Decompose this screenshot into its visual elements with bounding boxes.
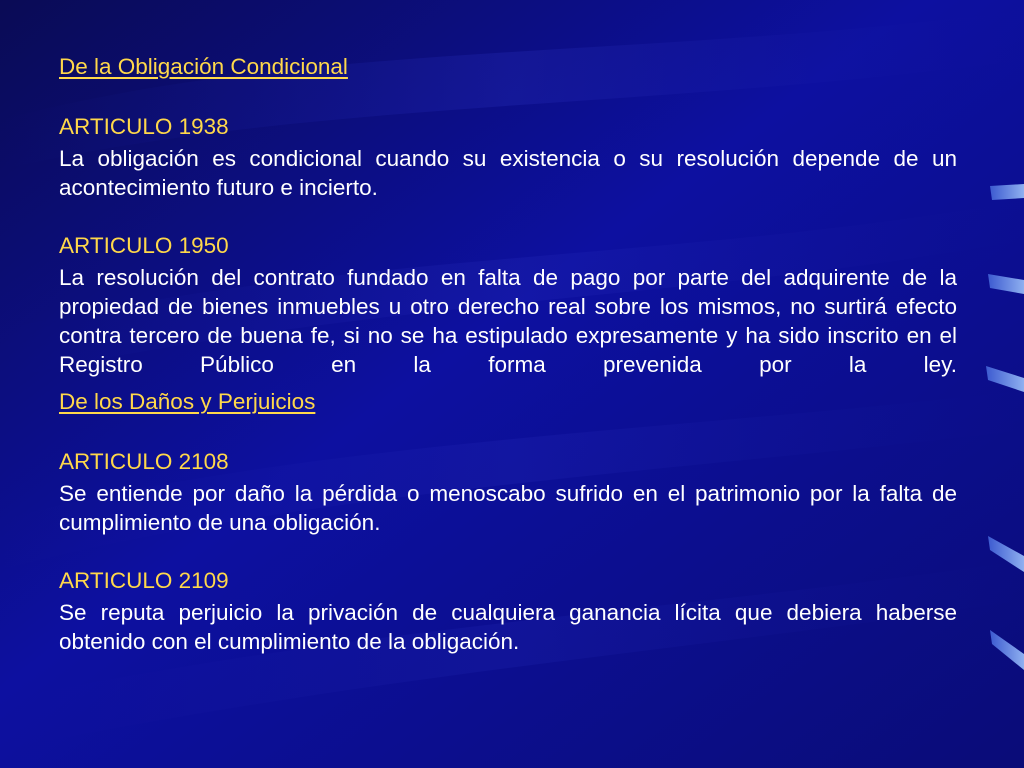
article-title: ARTICULO 1938: [59, 114, 229, 139]
section-heading-danos-perjuicios: De los Daños y Perjuicios: [59, 389, 316, 414]
article-title: ARTICULO 1950: [59, 233, 229, 258]
article-2109: [59, 566, 957, 656]
article-body: Se reputa perjuicio la privación de cualquiera ganancia lícita que debiera haberse obtenido con el cumplimiento de la obligación.: [59, 600, 957, 654]
slide-content: [59, 52, 957, 656]
article-title: ARTICULO 2108: [59, 449, 229, 474]
section-heading-obligacion-condicional: De la Obligación Condicional: [59, 54, 348, 79]
article-2108: [59, 447, 957, 537]
article-title: ARTICULO 2109: [59, 568, 229, 593]
article-body: Se entiende por daño la pérdida o menoscabo sufrido en el patrimonio por la falta de cumplimiento de una obligación.: [59, 481, 957, 535]
article-body: La resolución del contrato fundado en falta de pago por parte del adquirente de la propiedad de bienes inmuebles u otro derecho real sobre los mismos, no surtirá efecto contra tercero de buena fe, si no se ha estipulado expresamente y ha sido inscrito en el Registro Público en la forma prevenida por la ley.: [59, 265, 957, 377]
article-body: La obligación es condicional cuando su existencia o su resolución depende de un acontecimiento futuro e incierto.: [59, 146, 957, 200]
article-1950: [59, 231, 957, 379]
article-1938: [59, 112, 957, 202]
